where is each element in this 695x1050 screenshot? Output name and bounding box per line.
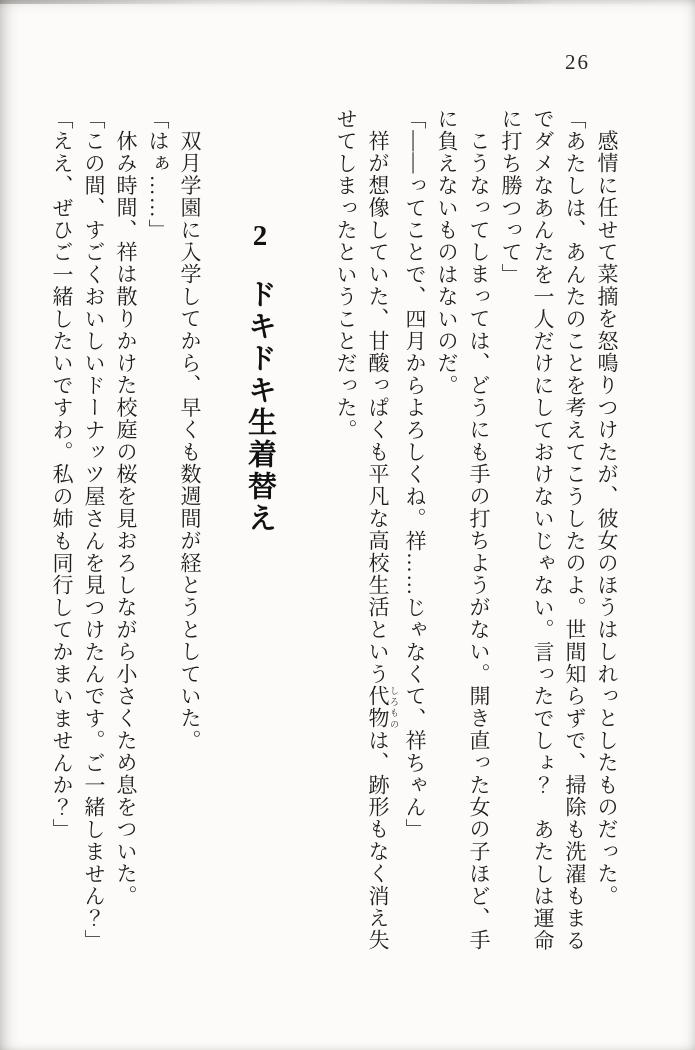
chapter-heading — [240, 108, 280, 960]
paragraph-dialogue-april: 「――ってことで、四月からよろしくね。祥……じゃなくて、祥ちゃん」 — [403, 108, 427, 841]
paragraph-narration-4: 休み時間、祥は散りかけた校庭の桜を見おろしながら小さくため息をついた。 — [114, 130, 138, 907]
paragraph-narration-2: こうなってしまっては、どうにも手の打ちようがない。開き直った女の子ほど、手に負えないものはないのだ。 — [435, 108, 491, 952]
paragraph-dialogue-reply: 「ええ、ぜひご一緒したいですわ。私の姉も同行してかまいませんか？」 — [50, 108, 74, 841]
ruby-post-text: は、跡形もなく消え失せてしまったということだった。 — [334, 108, 390, 952]
paragraph-narration-1: 感情に任せて菜摘を怒鳴りつけたが、彼女のほうはしれっとしたものだった。 — [595, 130, 619, 907]
text-flow — [46, 108, 623, 960]
chapter-title: ドキドキ生着替え — [244, 279, 276, 535]
page-number: 26 — [565, 50, 590, 74]
ruby-pre-text: 祥が想像していた、甘酸っぱくも平凡な高校生活という — [366, 130, 390, 685]
paragraph-dialogue-sigh: 「はぁ……」 — [146, 108, 170, 242]
paragraph-narration-ruby — [330, 108, 399, 960]
paragraph-dialogue-donut: 「この間、すごくおいしいドーナッツ屋さんを見つけたんです。ご一緒しません？」 — [82, 108, 106, 952]
scan-artifact-top-edge — [0, 0, 695, 4]
ruby-furigana: しろもの — [389, 685, 399, 730]
paragraph-narration-3: 双月学園に入学してから、早くも数週間が経とうとしていた。 — [178, 130, 202, 752]
chapter-number: 2 — [244, 220, 276, 255]
paragraph-dialogue-natsumi: 「あたしは、あんたのことを考えてこうしたのよ。世間知らずで、掃除も洗濯もまるでダメなあんたを一人だけにしておけないじゃない。言ったでしょ？ あたしは運命に打ち勝つって」 — [499, 108, 587, 952]
ruby-base: 代物 — [366, 685, 390, 730]
ruby-word — [366, 685, 399, 730]
